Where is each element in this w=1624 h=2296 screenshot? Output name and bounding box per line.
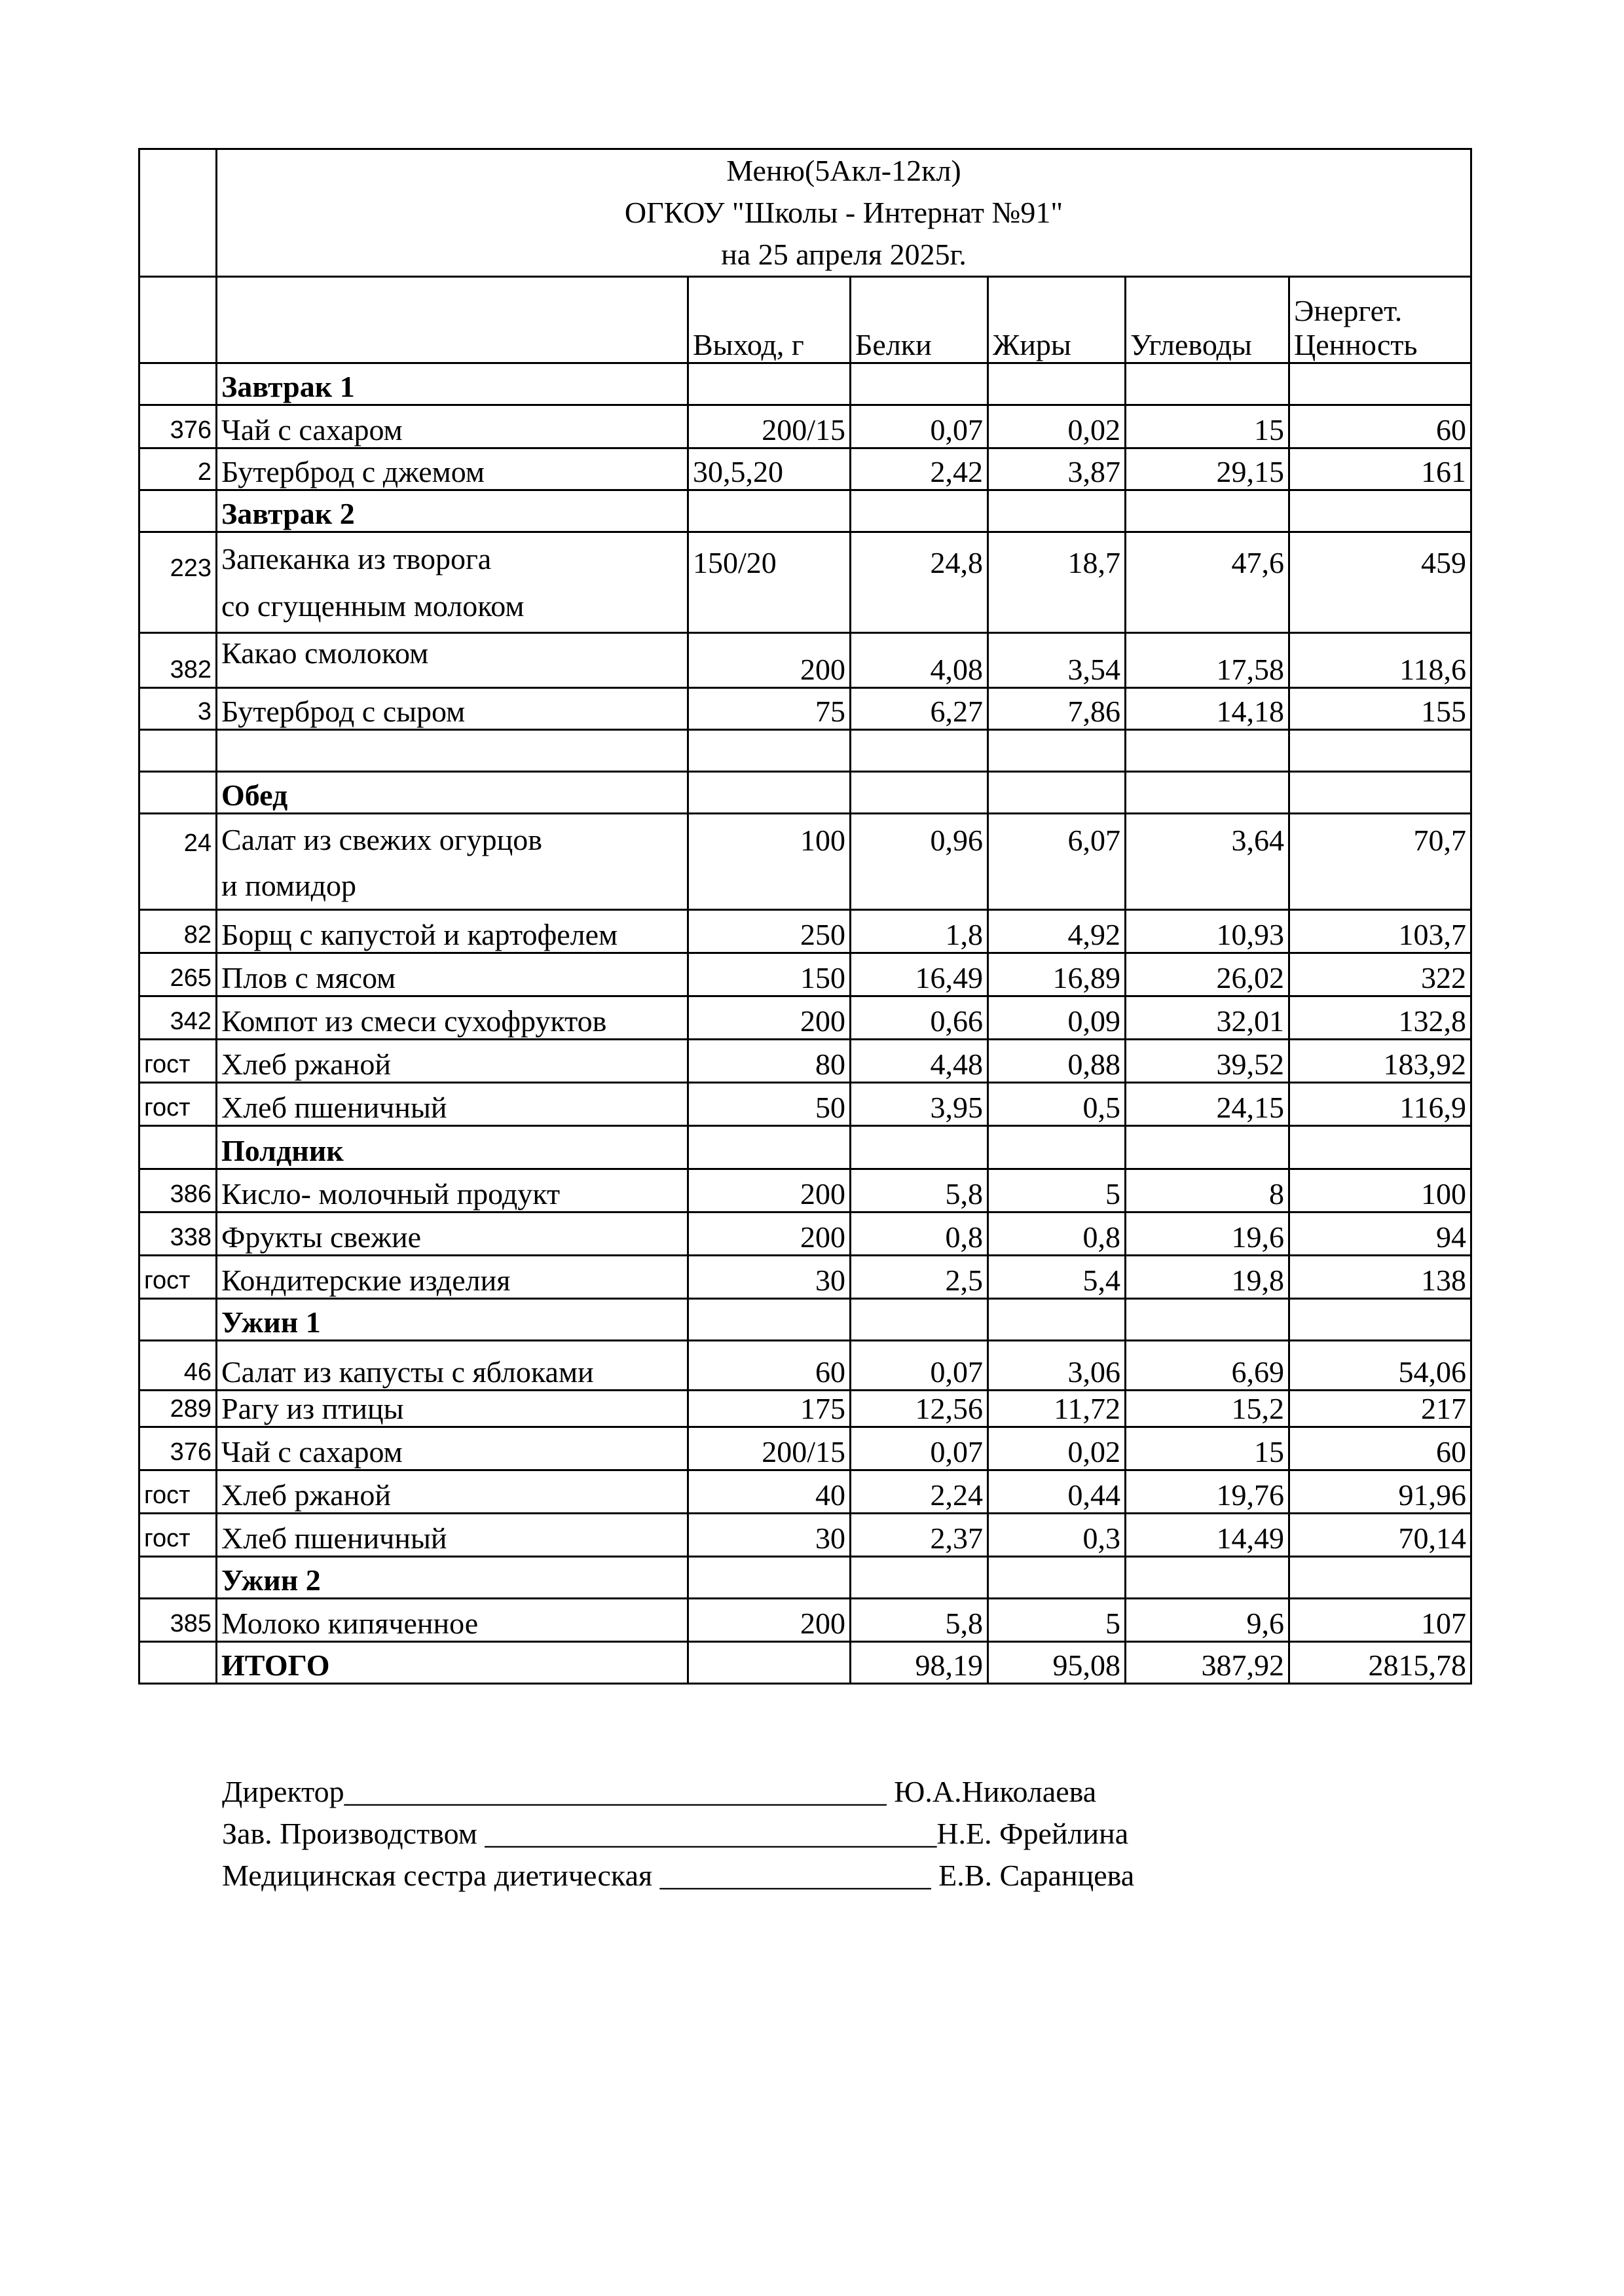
section-lunch: Обед — [217, 772, 688, 814]
dish-name: Хлеб ржаной — [217, 1470, 688, 1514]
table-row — [139, 1341, 1471, 1391]
dish-energy: 322 — [1289, 953, 1471, 996]
section-row — [139, 772, 1471, 814]
dish-protein: 6,27 — [851, 688, 988, 730]
col-energy — [1289, 277, 1471, 363]
dish-code: гост — [139, 1514, 217, 1557]
dish-protein: 0,07 — [851, 1427, 988, 1470]
dish-energy: 100 — [1289, 1169, 1471, 1212]
total-fat: 95,08 — [988, 1642, 1126, 1684]
dish-protein: 0,96 — [851, 814, 988, 910]
dish-name: Кисло- молочный продукт — [217, 1169, 688, 1212]
table-row — [139, 1599, 1471, 1642]
dish-output: 200 — [688, 633, 851, 688]
title-line-1: Меню(5Акл-12кл) — [726, 154, 961, 187]
dish-output: 60 — [688, 1341, 851, 1391]
dish-code: гост — [139, 1470, 217, 1514]
dish-code: 24 — [139, 814, 217, 910]
col-fat: Жиры — [988, 277, 1126, 363]
dish-code: 46 — [139, 1341, 217, 1391]
dish-carbs: 14,49 — [1126, 1514, 1289, 1557]
dish-carbs: 8 — [1126, 1169, 1289, 1212]
dish-output: 80 — [688, 1040, 851, 1083]
dish-carbs: 6,69 — [1126, 1341, 1289, 1391]
dish-name: Кондитерские изделия — [217, 1256, 688, 1299]
dish-fat: 18,7 — [988, 532, 1126, 633]
dish-name: Бутерброд с сыром — [217, 688, 688, 730]
dish-carbs: 3,64 — [1126, 814, 1289, 910]
dish-output: 200 — [688, 1212, 851, 1256]
dish-output: 30 — [688, 1514, 851, 1557]
table-row — [139, 1256, 1471, 1299]
dish-carbs: 15,2 — [1126, 1391, 1289, 1427]
dish-fat: 0,3 — [988, 1514, 1126, 1557]
dish-energy: 459 — [1289, 532, 1471, 633]
dish-fat: 0,44 — [988, 1470, 1126, 1514]
table-row — [139, 996, 1471, 1040]
dish-fat: 0,8 — [988, 1212, 1126, 1256]
section-dinner2: Ужин 2 — [217, 1557, 688, 1599]
dish-code: 3 — [139, 688, 217, 730]
dish-fat: 0,02 — [988, 1427, 1126, 1470]
dish-carbs: 19,6 — [1126, 1212, 1289, 1256]
col-carbs: Углеводы — [1126, 277, 1289, 363]
dish-name: Плов с мясом — [217, 953, 688, 996]
dish-carbs: 9,6 — [1126, 1599, 1289, 1642]
dish-protein: 4,08 — [851, 633, 988, 688]
signature-production-head: Зав. Производством ______________________________Н.Е. Фрейлина — [222, 1817, 1129, 1850]
dish-fat: 11,72 — [988, 1391, 1126, 1427]
dish-energy: 132,8 — [1289, 996, 1471, 1040]
dish-code: 382 — [139, 633, 217, 688]
dish-protein: 1,8 — [851, 910, 988, 953]
dish-fat: 0,88 — [988, 1040, 1126, 1083]
table-row — [139, 1083, 1471, 1126]
table-row — [139, 814, 1471, 910]
dish-fat: 0,09 — [988, 996, 1126, 1040]
dish-protein: 2,42 — [851, 448, 988, 490]
table-row — [139, 910, 1471, 953]
table-row — [139, 1169, 1471, 1212]
table-row — [139, 405, 1471, 448]
total-label: ИТОГО — [217, 1642, 688, 1684]
dish-output: 200 — [688, 1599, 851, 1642]
dish-name: Какао смолоком — [217, 633, 688, 688]
dish-protein: 5,8 — [851, 1599, 988, 1642]
dish-name: Молоко кипяченное — [217, 1599, 688, 1642]
dish-name: Салат из капусты с яблоками — [217, 1341, 688, 1391]
dish-code: 386 — [139, 1169, 217, 1212]
header-row — [139, 277, 1471, 363]
section-breakfast1: Завтрак 1 — [217, 363, 688, 405]
table-row — [139, 448, 1471, 490]
dish-output: 200 — [688, 1169, 851, 1212]
dish-energy: 94 — [1289, 1212, 1471, 1256]
section-row — [139, 1126, 1471, 1169]
dish-carbs: 32,01 — [1126, 996, 1289, 1040]
dish-name: Борщ с капустой и картофелем — [217, 910, 688, 953]
dish-output: 250 — [688, 910, 851, 953]
dish-protein: 2,5 — [851, 1256, 988, 1299]
table-row — [139, 633, 1471, 688]
dish-fat: 16,89 — [988, 953, 1126, 996]
total-protein: 98,19 — [851, 1642, 988, 1684]
table-row — [139, 1514, 1471, 1557]
dish-code: 2 — [139, 448, 217, 490]
dish-output: 75 — [688, 688, 851, 730]
dish-energy: 155 — [1289, 688, 1471, 730]
dish-fat: 0,02 — [988, 405, 1126, 448]
dish-carbs: 19,8 — [1126, 1256, 1289, 1299]
dish-code: гост — [139, 1083, 217, 1126]
dish-code: 223 — [139, 532, 217, 633]
dish-carbs: 24,15 — [1126, 1083, 1289, 1126]
dish-protein: 0,07 — [851, 405, 988, 448]
dish-energy: 116,9 — [1289, 1083, 1471, 1126]
dish-name — [217, 814, 688, 910]
dish-code: 385 — [139, 1599, 217, 1642]
dish-protein: 24,8 — [851, 532, 988, 633]
dish-name: Фрукты свежие — [217, 1212, 688, 1256]
signature-director: Директор____________________________________ Ю.А.Николаева — [222, 1775, 1097, 1808]
dish-output: 200 — [688, 996, 851, 1040]
dish-protein: 12,56 — [851, 1391, 988, 1427]
dish-energy: 70,14 — [1289, 1514, 1471, 1557]
dish-energy: 118,6 — [1289, 633, 1471, 688]
table-row — [139, 953, 1471, 996]
total-energy: 2815,78 — [1289, 1642, 1471, 1684]
dish-fat: 0,5 — [988, 1083, 1126, 1126]
dish-output: 30 — [688, 1256, 851, 1299]
dish-name: Чай с сахаром — [217, 1427, 688, 1470]
dish-energy: 217 — [1289, 1391, 1471, 1427]
title-line-2: ОГКОУ "Школы - Интернат №91" — [624, 196, 1063, 229]
section-snack: Полдник — [217, 1126, 688, 1169]
dish-energy: 70,7 — [1289, 814, 1471, 910]
col-output: Выход, г — [688, 277, 851, 363]
title-line-3: на 25 апреля 2025г. — [721, 238, 967, 271]
dish-name-line-2: со сгущенным молоком — [221, 589, 525, 623]
dish-protein: 4,48 — [851, 1040, 988, 1083]
document-title — [217, 149, 1471, 277]
dish-output: 40 — [688, 1470, 851, 1514]
table-row — [139, 1040, 1471, 1083]
signature-block — [222, 1771, 1134, 1897]
dish-output: 30,5,20 — [688, 448, 851, 490]
dish-fat: 6,07 — [988, 814, 1126, 910]
dish-energy: 183,92 — [1289, 1040, 1471, 1083]
dish-output: 150 — [688, 953, 851, 996]
dish-energy: 107 — [1289, 1599, 1471, 1642]
table-row — [139, 1212, 1471, 1256]
section-row — [139, 1557, 1471, 1599]
section-row — [139, 1299, 1471, 1341]
dish-name — [217, 532, 688, 633]
total-carbs: 387,92 — [1126, 1642, 1289, 1684]
dish-energy: 54,06 — [1289, 1341, 1471, 1391]
dish-protein: 5,8 — [851, 1169, 988, 1212]
dish-protein: 2,37 — [851, 1514, 988, 1557]
dish-output: 100 — [688, 814, 851, 910]
table-row — [139, 532, 1471, 633]
dish-name: Бутерброд с джемом — [217, 448, 688, 490]
dish-name-line-2: и помидор — [221, 869, 356, 902]
empty-row — [139, 730, 1471, 772]
table-row — [139, 1427, 1471, 1470]
dish-energy: 91,96 — [1289, 1470, 1471, 1514]
dish-name: Хлеб ржаной — [217, 1040, 688, 1083]
dish-output: 200/15 — [688, 405, 851, 448]
dish-protein: 0,07 — [851, 1341, 988, 1391]
total-row — [139, 1642, 1471, 1684]
dish-carbs: 29,15 — [1126, 448, 1289, 490]
dish-fat: 3,87 — [988, 448, 1126, 490]
dish-protein: 0,66 — [851, 996, 988, 1040]
dish-name: Хлеб пшеничный — [217, 1514, 688, 1557]
dish-output: 175 — [688, 1391, 851, 1427]
dish-fat: 5 — [988, 1169, 1126, 1212]
dish-name-line-1: Запеканка из творога — [221, 542, 492, 575]
dish-energy: 60 — [1289, 405, 1471, 448]
dish-name: Рагу из птицы — [217, 1391, 688, 1427]
table-row — [139, 1391, 1471, 1427]
dish-carbs: 15 — [1126, 405, 1289, 448]
dish-carbs: 10,93 — [1126, 910, 1289, 953]
dish-code: 376 — [139, 405, 217, 448]
dish-carbs: 14,18 — [1126, 688, 1289, 730]
signature-nurse: Медицинская сестра диетическая __________________ Е.В. Саранцева — [222, 1859, 1135, 1892]
dish-fat: 5,4 — [988, 1256, 1126, 1299]
dish-carbs: 47,6 — [1126, 532, 1289, 633]
dish-energy: 161 — [1289, 448, 1471, 490]
dish-name: Чай с сахаром — [217, 405, 688, 448]
table-row — [139, 1470, 1471, 1514]
dish-code: гост — [139, 1256, 217, 1299]
dish-energy: 138 — [1289, 1256, 1471, 1299]
dish-protein: 0,8 — [851, 1212, 988, 1256]
dish-output: 200/15 — [688, 1427, 851, 1470]
dish-fat: 3,54 — [988, 633, 1126, 688]
dish-carbs: 15 — [1126, 1427, 1289, 1470]
dish-fat: 7,86 — [988, 688, 1126, 730]
dish-energy: 60 — [1289, 1427, 1471, 1470]
dish-output: 50 — [688, 1083, 851, 1126]
dish-code: 82 — [139, 910, 217, 953]
section-breakfast2: Завтрак 2 — [217, 490, 688, 532]
dish-fat: 3,06 — [988, 1341, 1126, 1391]
dish-carbs: 17,58 — [1126, 633, 1289, 688]
dish-fat: 5 — [988, 1599, 1126, 1642]
dish-code: 342 — [139, 996, 217, 1040]
dish-code: 376 — [139, 1427, 217, 1470]
dish-carbs: 26,02 — [1126, 953, 1289, 996]
section-row — [139, 490, 1471, 532]
dish-carbs: 19,76 — [1126, 1470, 1289, 1514]
title-row — [139, 149, 1471, 277]
dish-code: гост — [139, 1040, 217, 1083]
dish-name-line-1: Салат из свежих огурцов — [221, 823, 542, 856]
dish-protein: 16,49 — [851, 953, 988, 996]
dish-output: 150/20 — [688, 532, 851, 633]
dish-carbs: 39,52 — [1126, 1040, 1289, 1083]
table-row — [139, 688, 1471, 730]
dish-protein: 3,95 — [851, 1083, 988, 1126]
dish-protein: 2,24 — [851, 1470, 988, 1514]
dish-name: Хлеб пшеничный — [217, 1083, 688, 1126]
dish-name: Компот из смеси сухофруктов — [217, 996, 688, 1040]
dish-code: 338 — [139, 1212, 217, 1256]
col-protein: Белки — [851, 277, 988, 363]
col-energy-line-2: Ценность — [1294, 328, 1418, 361]
col-energy-line-1: Энергет. — [1294, 294, 1403, 327]
section-row — [139, 363, 1471, 405]
dish-code: 289 — [139, 1391, 217, 1427]
section-dinner1: Ужин 1 — [217, 1299, 688, 1341]
dish-energy: 103,7 — [1289, 910, 1471, 953]
dish-fat: 4,92 — [988, 910, 1126, 953]
dish-code: 265 — [139, 953, 217, 996]
menu-table — [138, 148, 1472, 1685]
